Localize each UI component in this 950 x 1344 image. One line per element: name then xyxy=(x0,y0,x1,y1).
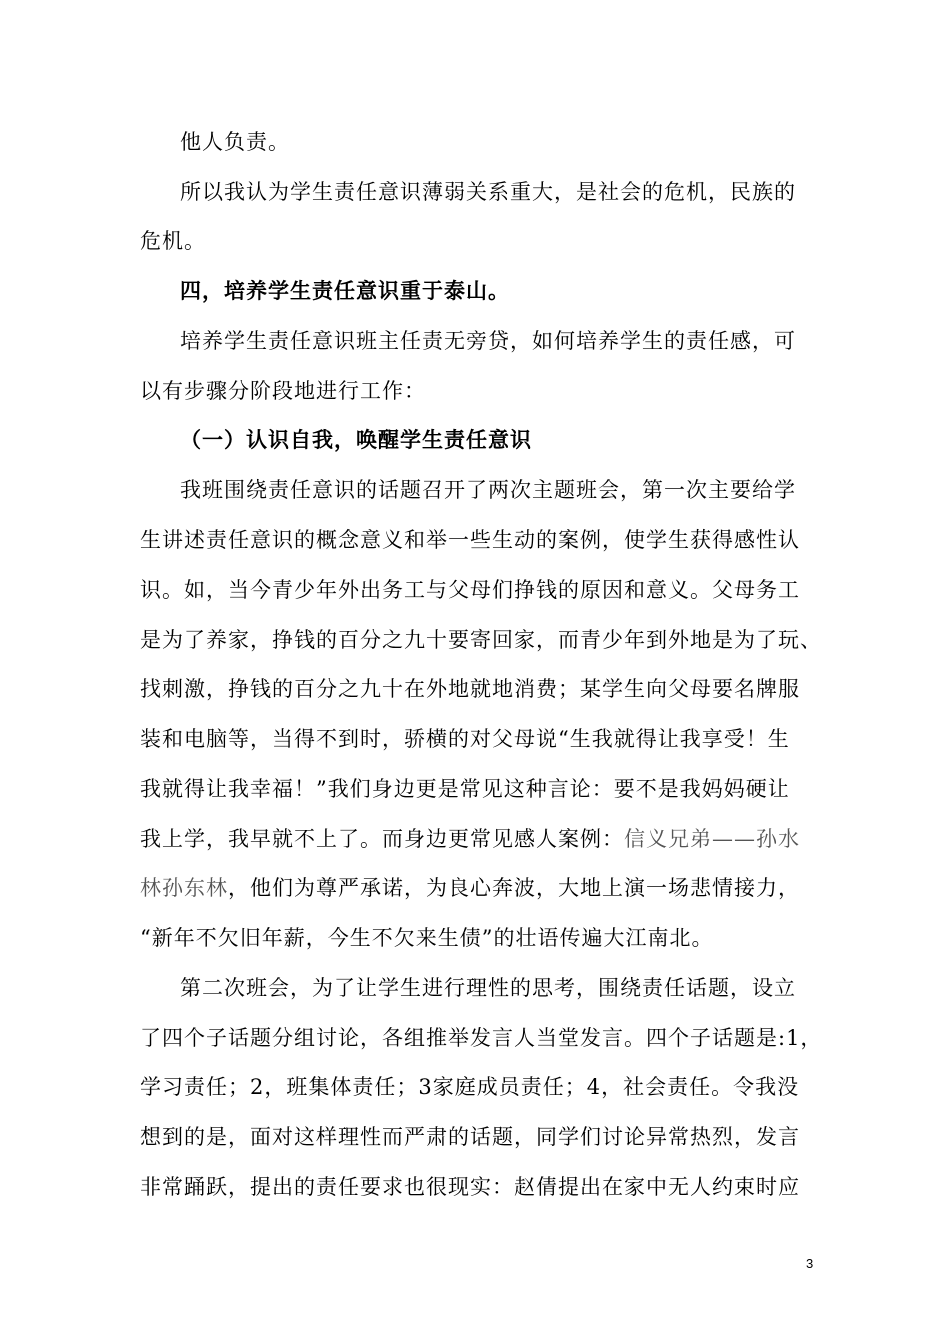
line-text: ，他们为尊严承诺，为良心奔波，大地上演一场悲情接力， xyxy=(228,876,800,900)
paragraph-line: 了四个子话题分组讨论，各组推举发言人当堂发言。四个子话题是:1， xyxy=(140,1026,823,1050)
paragraph-line: 装和电脑等，当得不到时，骄横的对父母说“生我就得让我享受！生 xyxy=(140,727,790,751)
paragraph-line xyxy=(140,825,800,853)
paragraph-line: 想到的是，面对这样理性而严肃的话题，同学们讨论异常热烈，发言 xyxy=(140,1125,800,1149)
paragraph-line: 非常踊跃，提出的责任要求也很现实：赵倩提出在家中无人约束时应 xyxy=(140,1175,800,1199)
paragraph-line: 危机。 xyxy=(140,229,206,253)
paragraph-line: 找刺激，挣钱的百分之九十在外地就地消费；某学生向父母要名牌服 xyxy=(140,677,800,701)
paragraph-line: 第二次班会，为了让学生进行理性的思考，围绕责任话题，设立 xyxy=(180,976,796,1000)
paragraph-line: 我就得让我幸福！”我们身边更是常见这种言论：要不是我妈妈硬让 xyxy=(140,777,790,801)
paragraph-line: 所以我认为学生责任意识薄弱关系重大，是社会的危机，民族的 xyxy=(180,180,796,204)
line-text: 我上学，我早就不上了。而身边更常见感人案例： xyxy=(140,827,624,851)
paragraph-line: 培养学生责任意识班主任责无旁贷，如何培养学生的责任感，可 xyxy=(180,329,796,353)
section-heading: 四，培养学生责任意识重于泰山。 xyxy=(180,278,510,303)
paragraph-line: 他人负责。 xyxy=(180,130,290,154)
paragraph-line: 识。如，当今青少年外出务工与父母们挣钱的原因和意义。父母务工 xyxy=(140,578,800,602)
subsection-heading: （一）认识自我，唤醒学生责任意识 xyxy=(180,427,532,452)
paragraph-line: 以有步骤分阶段地进行工作： xyxy=(140,379,426,403)
highlighted-name: 信义兄弟——孙水 xyxy=(624,827,800,851)
paragraph-line: 学习责任；2，班集体责任；3家庭成员责任；4，社会责任。令我没 xyxy=(140,1075,800,1099)
highlighted-name: 林孙东林 xyxy=(140,876,228,900)
paragraph-line xyxy=(140,874,800,902)
page-number: 3 xyxy=(806,1256,814,1271)
paragraph-line: “新年不欠旧年薪，今生不欠来生债”的壮语传遍大江南北。 xyxy=(140,926,714,950)
paragraph-line: 是为了养家，挣钱的百分之九十要寄回家，而青少年到外地是为了玩、 xyxy=(140,628,822,652)
paragraph-line: 我班围绕责任意识的话题召开了两次主题班会，第一次主要给学 xyxy=(180,478,796,502)
paragraph-line: 生讲述责任意识的概念意义和举一些生动的案例，使学生获得感性认 xyxy=(140,528,800,552)
